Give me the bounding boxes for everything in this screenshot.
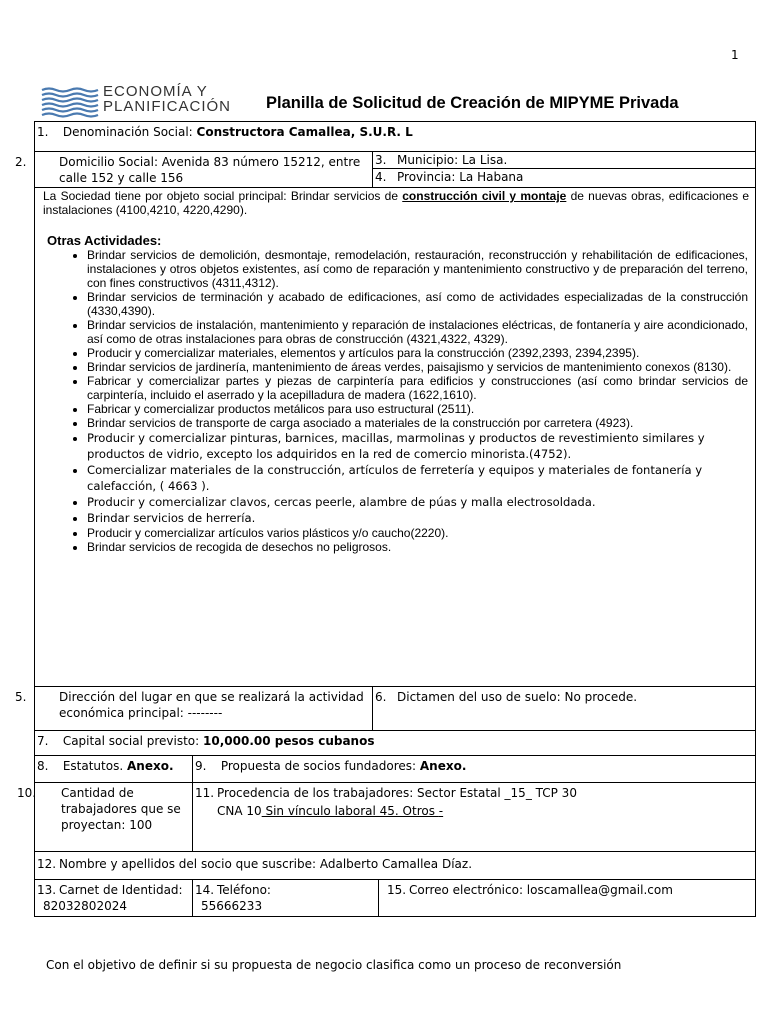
activity-item: • Producir y comercializar pinturas, barnices, macillas, marmolinas y productos de revestimiento similares y productos de vidrio, excepto los adquiridos en la red de comercio minorista.(4752). — [87, 430, 748, 462]
estatutos-value: Anexo. — [126, 759, 174, 773]
denominacion-value: Constructora Camallea, S.U.R. L — [196, 125, 413, 139]
field-municipio: 3. Municipio: La Lisa. — [373, 152, 755, 169]
form-title: Planilla de Solicitud de Creación de MIPYME Privada — [266, 94, 679, 112]
objeto-social-text: La Sociedad tiene por objeto social principal: Brindar servicios de construcción civil y montaje de nuevas obras, edificaciones e instalaciones (4100,4210, 4220,4290). — [43, 189, 749, 217]
activity-item: • Comercializar materiales de la construcción, artículos de ferretería y equipos y materiales de fontanería y calefacción, ( 4663 ). — [87, 462, 748, 494]
correo-text: Correo electrónico: loscamallea@gmail.com — [409, 883, 673, 897]
activity-item: • Brindar servicios de transporte de carga asociado a materiales de la construcción por carretera (4923). — [87, 416, 748, 430]
telefono-label: Teléfono: — [217, 883, 271, 897]
activity-item: • Brindar servicios de herrería. — [87, 510, 748, 526]
field-direccion: 5. Dirección del lugar en que se realizará la actividad económica principal: -------- — [15, 690, 364, 720]
field-procedencia: 11. Procedencia de los trabajadores: Sector Estatal _15_ TCP 30 CNA 10 Sin vínculo laboral 45. Otros - — [192, 783, 755, 851]
footer-note: Con el objetivo de definir si su propuesta de negocio clasifica como un proceso de reconversión — [46, 958, 622, 972]
municipio-text: Municipio: La Lisa. — [397, 153, 508, 167]
ministry-logo — [40, 83, 232, 120]
field-socios: 9. Propuesta de socios fundadores: Anexo. — [192, 756, 755, 782]
field-capital: 7. Capital social previsto: 10,000.00 pesos cubanos — [37, 734, 375, 748]
carnet-value: 82032802024 — [43, 899, 127, 913]
activity-item: • Brindar servicios de jardinería, mantenimiento de áreas verdes, paisajismo y servicios de mantenimiento conexos (8130). — [87, 360, 748, 374]
field-dictamen: 6. Dictamen del uso de suelo: No procede. — [372, 687, 755, 730]
activity-item: • Producir y comercializar artículos varios plásticos y/o caucho(2220). — [87, 526, 748, 540]
row-capital — [34, 731, 756, 756]
row-direccion — [15, 687, 756, 731]
dictamen-text: Dictamen del uso de suelo: No procede. — [397, 690, 638, 704]
field-provincia: 4. Provincia: La Habana — [375, 170, 524, 184]
row-denominacion — [34, 121, 756, 152]
logo-line-1: ECONOMÍA Y — [103, 83, 208, 100]
activity-item: • Fabricar y comercializar partes y piezas de carpintería para edificios y construcciones (así como brindar servicios de carpintería, incluido el aserrado y la acepilladura de madera (1622,1610). — [87, 374, 748, 402]
field-telefono: 14. Teléfono: 55666233 — [192, 880, 378, 916]
field-estatutos: 8. Estatutos. Anexo. — [37, 759, 174, 773]
application-form — [15, 121, 756, 917]
field-socio-suscribe: 12. Nombre y apellidos del socio que suscribe: Adalberto Camallea Díaz. — [37, 857, 473, 871]
capital-value: 10,000.00 pesos cubanos — [203, 734, 375, 748]
logo-line-2: PLANIFICACIÓN — [103, 98, 232, 115]
cantidad-text: Cantidad de trabajadores que se proyectan: 100 — [61, 786, 181, 832]
denominacion-label: Denominación Social: — [62, 125, 193, 139]
row-socio-suscribe — [34, 852, 756, 880]
activity-item: • Fabricar y comercializar productos metálicos para uso estructural (2511). — [87, 402, 748, 416]
row-domicilio — [15, 152, 756, 188]
otras-actividades-title: Otras Actividades: — [47, 233, 162, 248]
row-objeto-social — [34, 188, 756, 687]
activity-item: • Brindar servicios de instalación, mantenimiento y reparación de instalaciones eléctricas, de fontanería y aire acondicionado, así como de otras instalaciones para obras de construcción (4321,4322, 4329). — [87, 318, 748, 346]
activity-item: • Producir y comercializar clavos, cercas peerle, alambre de púas y malla electrosoldada. — [87, 494, 748, 510]
row-estatutos — [34, 756, 756, 783]
capital-label: Capital social previsto: — [62, 734, 200, 748]
socios-value: Anexo. — [419, 759, 467, 773]
domicilio-text: Domicilio Social: Avenida 83 número 15212, entre calle 152 y calle 156 — [59, 155, 361, 185]
socio-suscribe-text: Nombre y apellidos del socio que suscribe: Adalberto Camallea Díaz. — [59, 857, 473, 871]
activity-item: • Brindar servicios de demolición, desmontaje, remodelación, restauración, reconstrucción y rehabilitación de edificaciones, instalaciones y otros objetos existentes, así como de reparación y mantenimiento constructivo y de preparación del terreno, con fines constructivos (4311,4312). — [87, 248, 748, 290]
estatutos-label: Estatutos. — [62, 759, 124, 773]
field-denominacion: 1. Denominación Social: Constructora Camallea, S.U.R. L — [37, 125, 413, 139]
field-cantidad-trabajadores: 10. Cantidad de trabajadores que se proyectan: 100 — [17, 786, 181, 832]
row-trabajadores — [17, 783, 756, 852]
provincia-text: Provincia: La Habana — [397, 170, 524, 184]
field-correo: 15. Correo electrónico: loscamallea@gmail.com — [378, 880, 755, 916]
row-contacto — [34, 880, 756, 917]
procedencia-line-2: CNA 10 Sin vínculo laboral 45. Otros - — [217, 804, 444, 818]
activity-item: • Brindar servicios de terminación y acabado de edificaciones, así como de actividades especializadas de la construcción (4330,4390). — [87, 290, 748, 318]
direccion-text: Dirección del lugar en que se realizará la actividad económica principal: -------- — [59, 690, 364, 720]
field-carnet: 13. Carnet de Identidad: 82032802024 — [35, 880, 192, 916]
activity-item: • Producir y comercializar materiales, elementos y artículos para la construcción (2392,2393, 2394,2395). — [87, 346, 748, 360]
activity-item: • Brindar servicios de recogida de desechos no peligrosos. — [87, 540, 748, 554]
activities-list — [35, 248, 755, 554]
objeto-emphasis: construcción civil y montaje — [402, 189, 567, 203]
waves-icon — [40, 86, 100, 118]
procedencia-line-1: Procedencia de los trabajadores: Sector Estatal _15_ TCP 30 — [217, 786, 577, 800]
field-domicilio: 2. Domicilio Social: Avenida 83 número 15212, entre calle 152 y calle 156 — [15, 155, 361, 185]
socios-label: Propuesta de socios fundadores: — [220, 759, 417, 773]
carnet-label: Carnet de Identidad: — [59, 883, 183, 897]
telefono-value: 55666233 — [201, 899, 263, 913]
page-number: 1 — [731, 48, 739, 62]
